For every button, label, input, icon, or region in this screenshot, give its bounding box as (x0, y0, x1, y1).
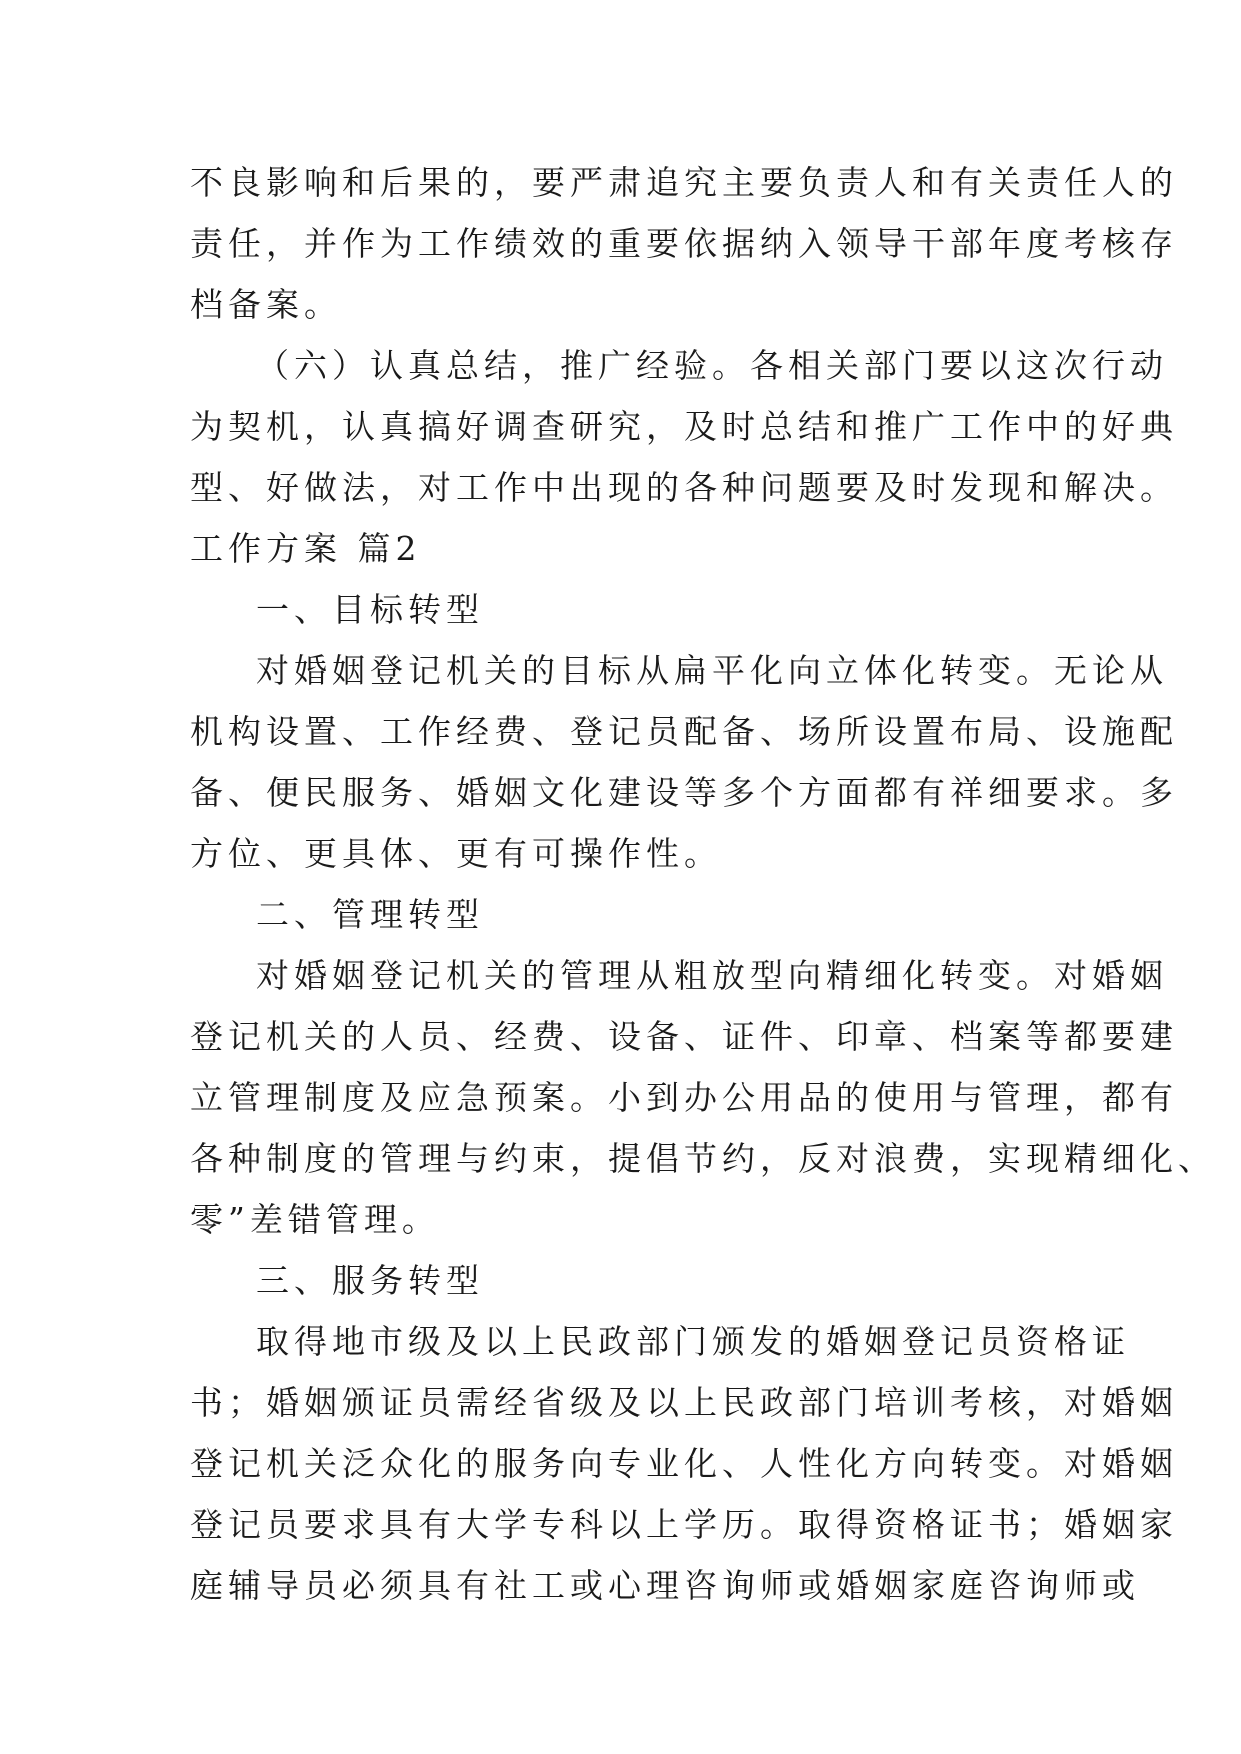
text-line: 备、便民服务、婚姻文化建设等多个方面都有祥细要求。多 (190, 773, 1178, 812)
text-line: （六）认真总结，推广经验。各相关部门要以这次行动 (256, 346, 1168, 385)
text-line: 登记员要求具有大学专科以上学历。取得资格证书；婚姻家 (190, 1505, 1178, 1544)
text-line: 登记机关的人员、经费、设备、证件、印章、档案等都要建 (190, 1017, 1178, 1056)
text-line: 庭辅导员必须具有社工或心理咨询师或婚姻家庭咨询师或 (190, 1566, 1140, 1605)
section-heading: 三、服务转型 (256, 1261, 484, 1300)
section-heading: 二、管理转型 (256, 895, 484, 934)
text-line: 不良影响和后果的，要严肃追究主要负责人和有关责任人的 (190, 163, 1178, 202)
section-title: 工作方案 篇2 (190, 529, 422, 568)
text-line: 型、好做法，对工作中出现的各种问题要及时发现和解决。 (190, 468, 1178, 507)
section-heading: 一、目标转型 (256, 590, 484, 629)
text-line: 各种制度的管理与约束，提倡节约，反对浪费，实现精细化、 (190, 1139, 1216, 1178)
text-line: 对婚姻登记机关的管理从粗放型向精细化转变。对婚姻 (256, 956, 1168, 995)
text-line: 书；婚姻颁证员需经省级及以上民政部门培训考核，对婚姻 (190, 1383, 1178, 1422)
text-line: 责任，并作为工作绩效的重要依据纳入领导干部年度考核存 (190, 224, 1178, 263)
text-line: 登记机关泛众化的服务向专业化、人性化方向转变。对婚姻 (190, 1444, 1178, 1483)
text-line: 取得地市级及以上民政部门颁发的婚姻登记员资格证 (256, 1322, 1130, 1361)
text-line: 对婚姻登记机关的目标从扁平化向立体化转变。无论从 (256, 651, 1168, 690)
text-line: 方位、更具体、更有可操作性。 (190, 834, 722, 873)
text-line: 零”差错管理。 (190, 1200, 440, 1239)
text-line: 机构设置、工作经费、登记员配备、场所设置布局、设施配 (190, 712, 1178, 751)
text-line: 立管理制度及应急预案。小到办公用品的使用与管理，都有 (190, 1078, 1178, 1117)
text-line: 档备案。 (190, 285, 342, 324)
text-line: 为契机，认真搞好调查研究，及时总结和推广工作中的好典 (190, 407, 1178, 446)
